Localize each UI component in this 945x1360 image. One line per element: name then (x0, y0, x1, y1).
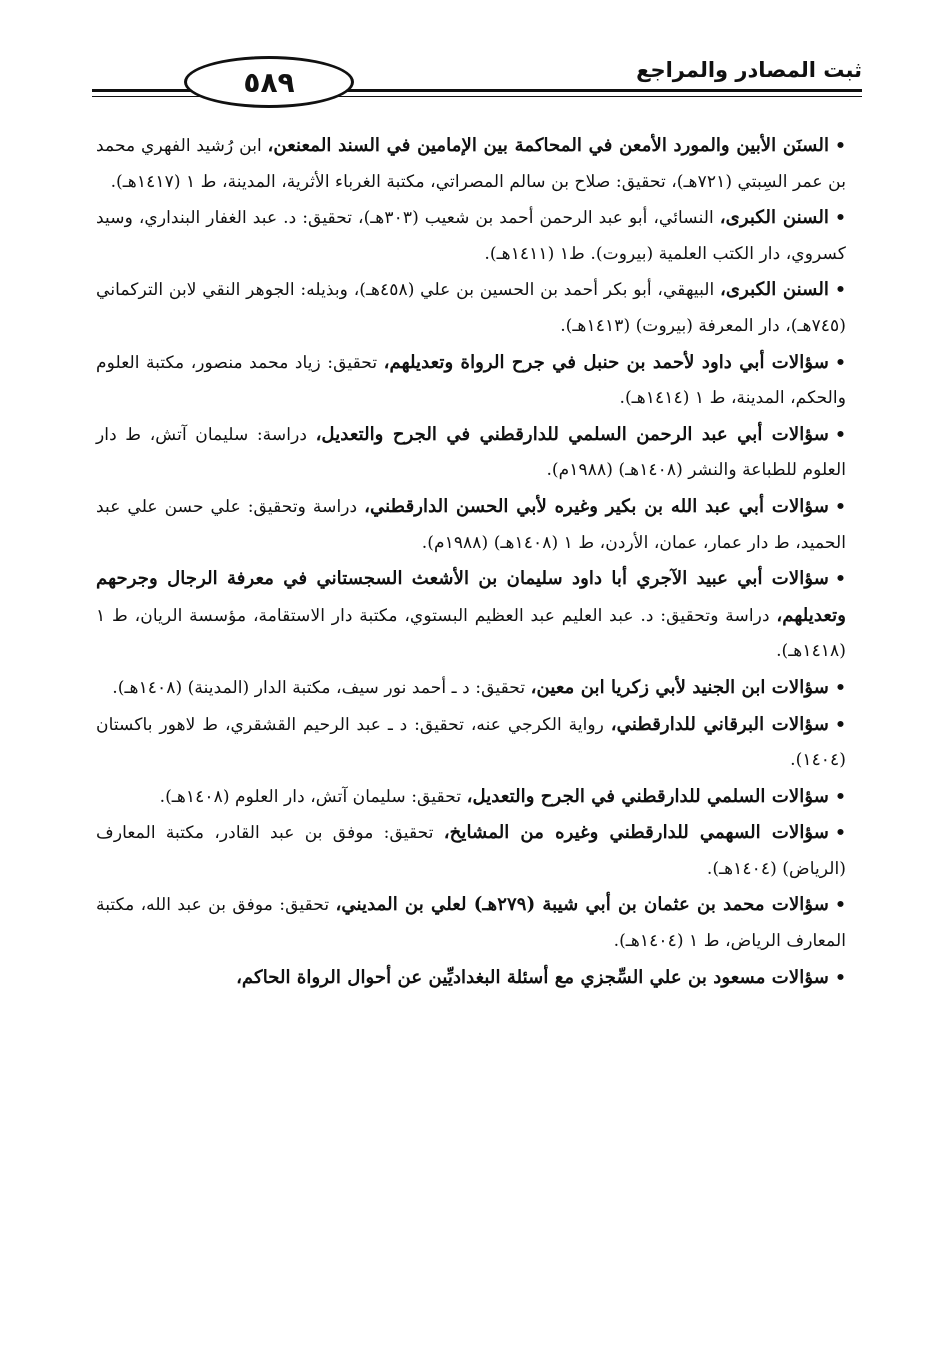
entry-title: سؤالات ابن الجنيد لأبي زكريا ابن معين، (530, 676, 829, 698)
bullet-icon: • (834, 280, 846, 301)
entry-text: تحقيق: سليمان آتش، دار العلوم (١٤٠٨هـ). (159, 786, 467, 807)
bullet-icon: • (835, 786, 846, 807)
bibliography-entry (96, 128, 846, 200)
entry-title: سؤالات أبي عبيد الآجري أبا داود سليمان بن الأشعث السجستاني في معرفة الرجال وجرحهم وتعديلهم، (96, 568, 846, 626)
entry-title: السنن الكبرى، (719, 279, 829, 301)
entry-text: النسائي، أبو عبد الرحمن أحمد بن شعيب (٣٠٣هـ)، تحقيق: د. عبد الغفار البنداري، وسيد كسروي، دار الكتب العلمية (بيروت). ط١ (١٤١١هـ). (96, 208, 846, 264)
entry-text: تحقيق: موفق بن عبد الله، مكتبة المعارف الرياض، ط ١ (١٤٠٤هـ). (96, 895, 846, 952)
bibliography-entry (96, 417, 846, 489)
bibliography-entry (96, 200, 846, 272)
entry-title: سؤالات محمد بن عثمان بن أبي شيبة (٢٧٩هـ) لعلي بن المديني، (335, 894, 829, 916)
bibliography-entry (96, 815, 846, 887)
bullet-icon: • (835, 677, 846, 698)
bullet-icon: • (834, 208, 846, 229)
entry-text: تحقيق: د ـ أحمد نور سيف، مكتبة الدار (المدينة) (١٤٠٨هـ). (112, 677, 531, 698)
bibliography-entry (96, 272, 846, 344)
bibliography-entry (96, 887, 846, 959)
bibliography-entry (96, 707, 846, 779)
entry-text: دراسة وتحقيق: د. عبد العليم عبد العظيم البستوي، مكتبة دار الاستقامة، مؤسسة الريان، ط ١ (١٤١٨هـ). (96, 605, 846, 662)
bibliography-entry (96, 345, 846, 417)
bibliography-entry (96, 779, 846, 816)
page-header (92, 56, 862, 116)
entry-title: سؤالات مسعود بن علي السِّجزي مع أسئلة البغداديِّين عن أحوال الرواة الحاكم، (236, 966, 829, 988)
bullet-icon: • (835, 895, 846, 916)
entry-text: رواية الكرجي عنه، تحقيق: د ـ عبد الرحيم القشقري، ط لاهور باكستان (١٤٠٤). (96, 714, 846, 771)
bibliography-entry (96, 561, 846, 670)
bullet-icon: • (835, 136, 846, 156)
bullet-icon: • (835, 967, 846, 988)
bibliography-entry (96, 670, 846, 707)
entry-title: سؤالات البرقاني للدارقطني، (610, 713, 829, 735)
entry-text: تحقيق: موفق بن عبد القادر، مكتبة المعارف (الرياض) (١٤٠٤هـ). (96, 823, 846, 879)
entry-title: سؤالات أبي عبد الرحمن السلمي للدارقطني في الجرح والتعديل، (315, 423, 829, 445)
bullet-icon: • (835, 496, 846, 517)
entry-title: سؤالات أبي عبد الله بن بكير وغيره لأبي الحسن الدارقطني، (364, 495, 829, 517)
entry-text: ابن رُشيد الفهري محمد بن عمر السِبتي (٧٢١هـ)، تحقيق: صلاح بن سالم المصراتي، مكتبة الغرباء الأثرية، المدينة، ط ١ (١٤١٧هـ). (96, 136, 846, 192)
bibliography-list (96, 128, 846, 996)
bibliography-entry (96, 960, 846, 997)
bibliography-entry (96, 489, 846, 561)
entry-title: سؤالات السلمي للدارقطني في الجرح والتعديل، (466, 785, 829, 807)
bullet-icon: • (835, 714, 846, 735)
entry-title: السنَن الأبين والمورد الأمعن في المحاكمة بين الإمامين في السند المعنعن، (267, 135, 829, 156)
bullet-icon: • (835, 569, 846, 590)
entry-text: البيهقي، أبو بكر أحمد بن الحسين بن علي (٤٥٨هـ)، وبذيله: الجوهر النقي لابن التركماني (٧٤٥هـ)، دار المعرفة (بيروت) (١٤١٣هـ). (96, 280, 846, 336)
entry-title: السنن الكبرى، (719, 207, 829, 229)
bullet-icon: • (835, 424, 846, 445)
page-number: ٥٨٩ (243, 65, 295, 99)
entry-title: سؤالات السهمي للدارقطني وغيره من المشايخ، (443, 822, 830, 844)
bullet-icon: • (835, 823, 847, 844)
entry-title: سؤالات أبي داود لأحمد بن حنبل في جرح الرواة وتعديلهم، (383, 351, 829, 373)
entry-text: دراسة: سليمان آتش، ط دار العلوم للطباعة والنشر (١٤٠٨هـ) (١٩٨٨م). (96, 424, 846, 481)
page-number-oval (184, 56, 354, 108)
running-title: ثبت المصادر والمراجع (636, 58, 862, 82)
entry-text: دراسة وتحقيق: علي حسن علي عبد الحميد، ط دار عمار، عمان، الأردن، ط ١ (١٤٠٨هـ) (١٩٨٨م). (96, 496, 846, 553)
bullet-icon: • (835, 352, 846, 373)
entry-text: تحقيق: زياد محمد منصور، مكتبة العلوم والحكم، المدينة، ط ١ (١٤١٤هـ). (96, 352, 846, 409)
